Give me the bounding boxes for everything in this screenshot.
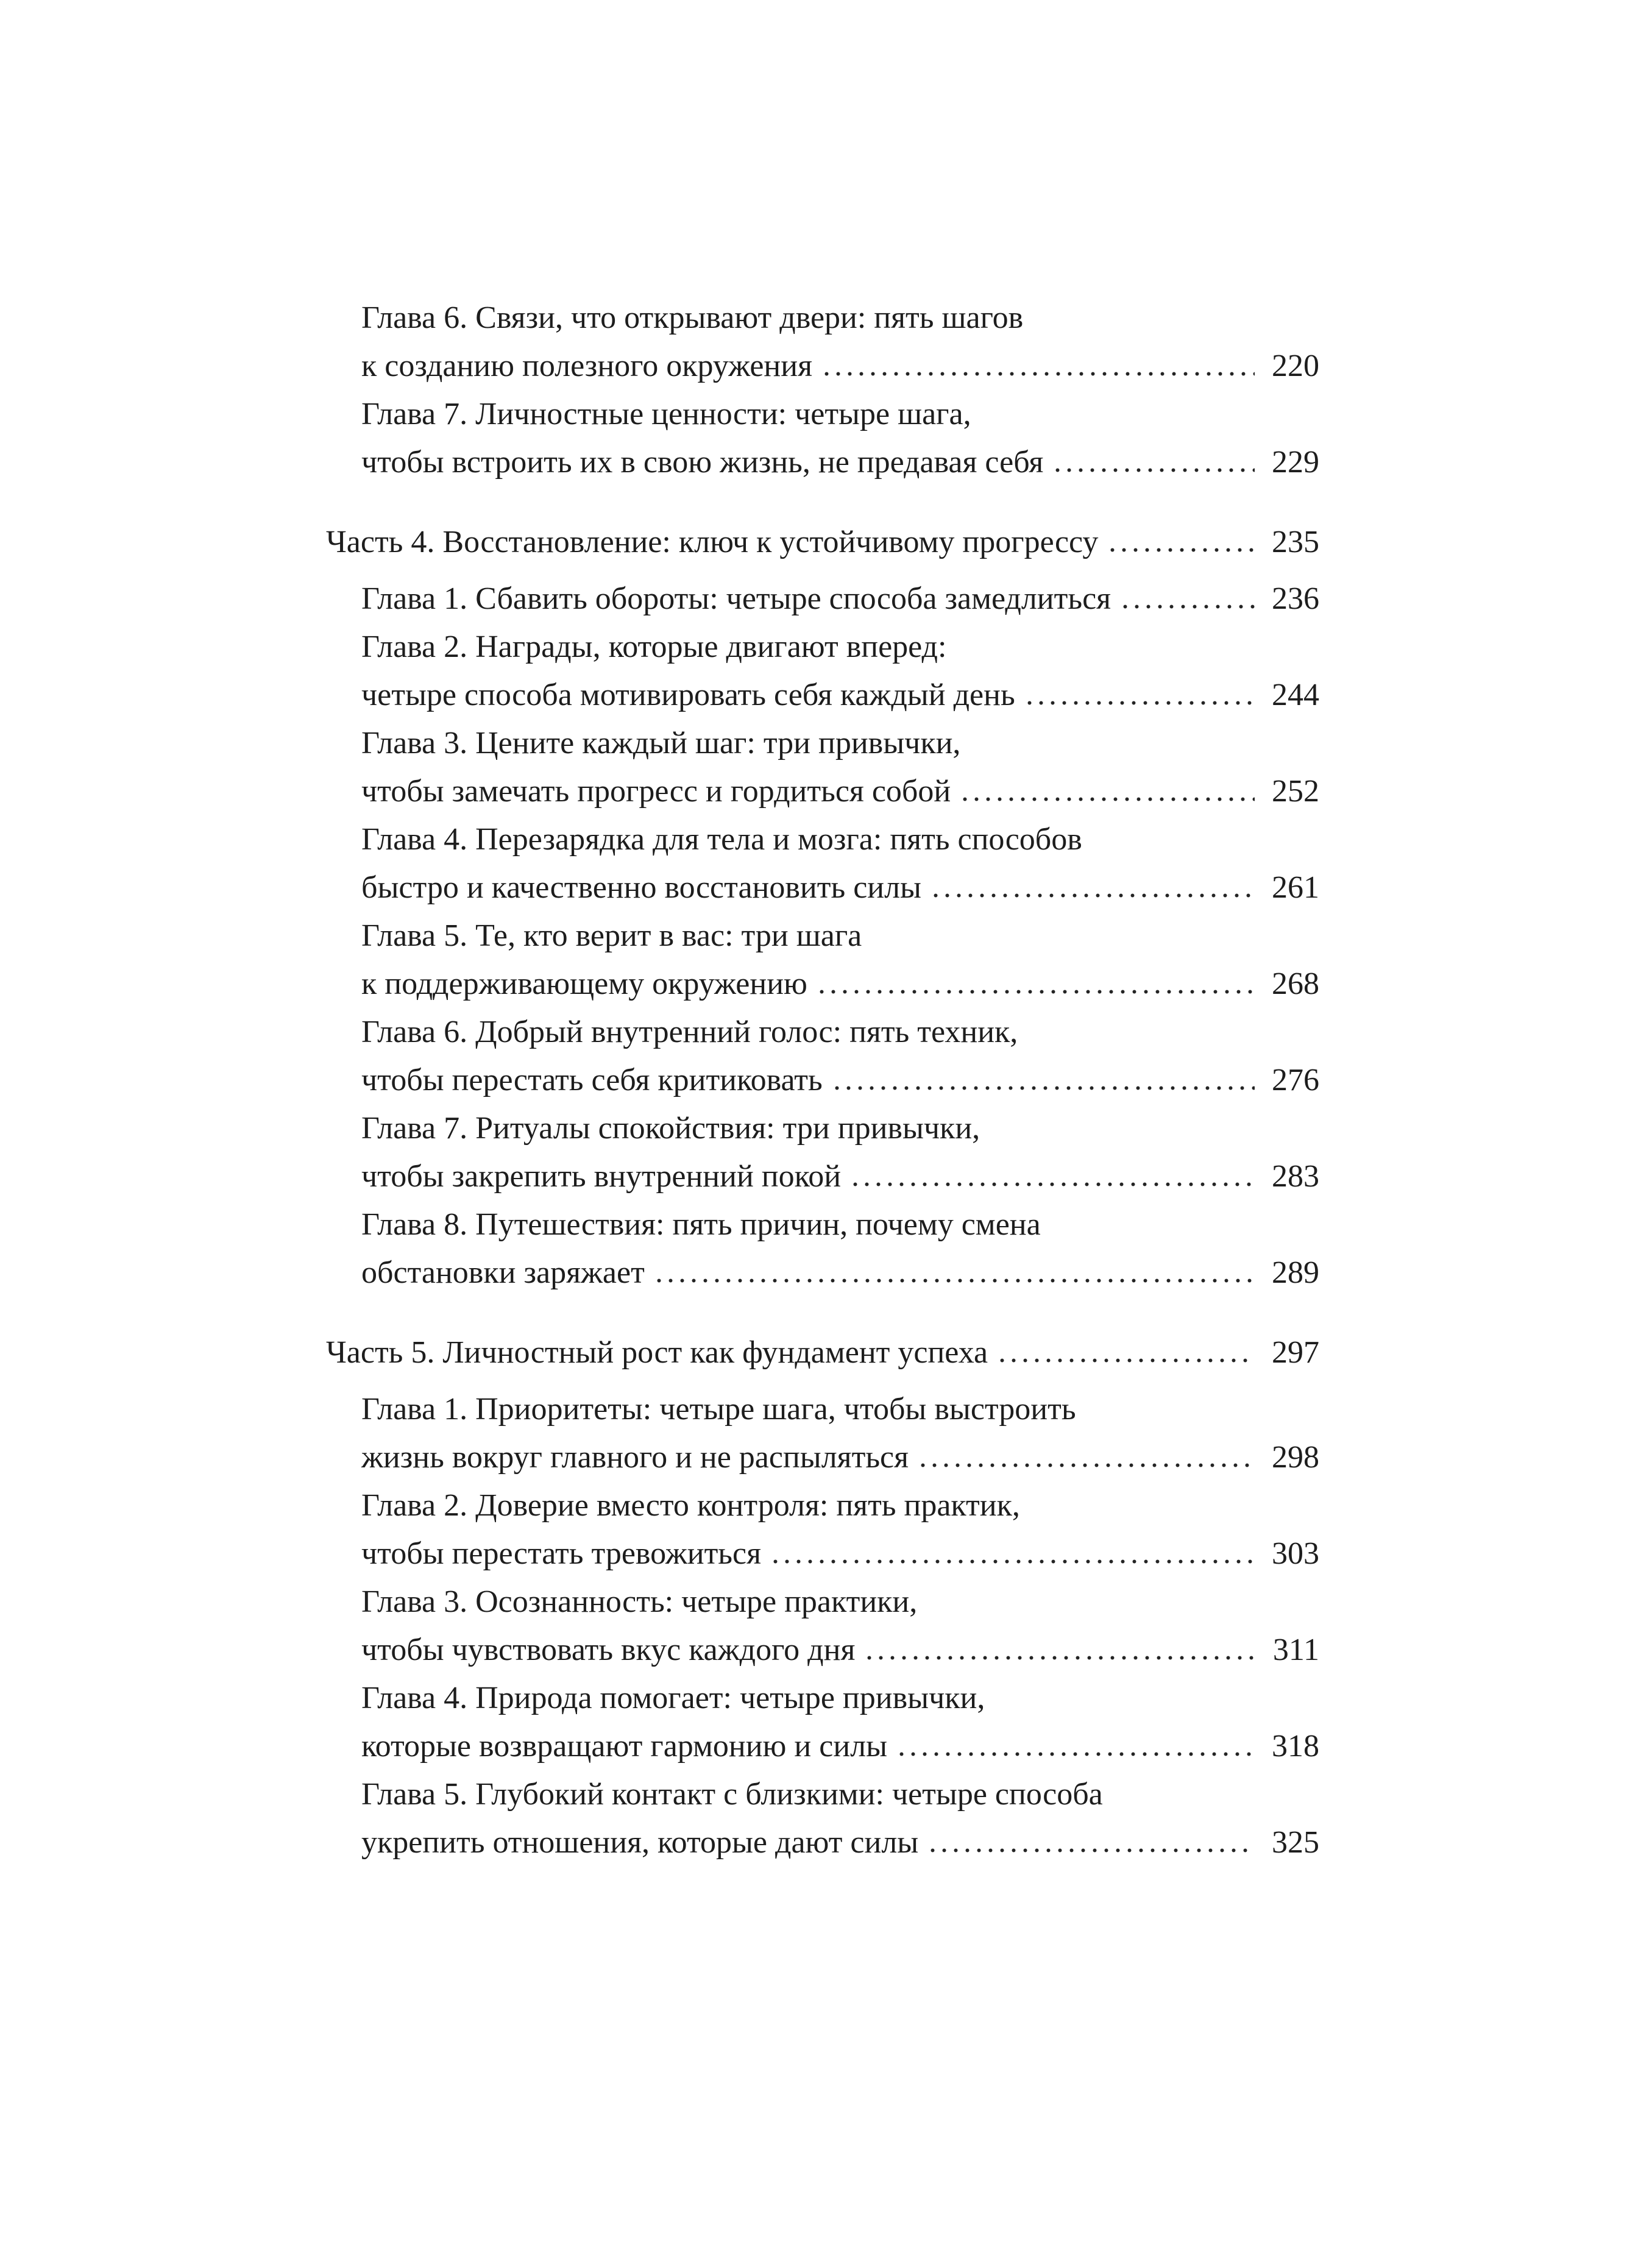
page-number: 244 bbox=[1272, 678, 1319, 712]
toc-entry-line bbox=[361, 1626, 1319, 1674]
toc-entry-text: чтобы перестать себя критиковать bbox=[361, 1063, 823, 1097]
toc-entry-line bbox=[361, 1385, 1319, 1433]
toc-entry-text: Глава 4. Перезарядка для тела и мозга: пять способов bbox=[361, 822, 1082, 857]
page-number: 252 bbox=[1272, 774, 1319, 809]
toc-entry-text: Глава 2. Награды, которые двигают вперед: bbox=[361, 629, 947, 664]
toc-entry-text: Глава 7. Ритуалы спокойствия: три привычки, bbox=[361, 1111, 980, 1146]
dot-leader bbox=[761, 1530, 1266, 1578]
toc-entry-part bbox=[326, 1328, 1319, 1377]
dot-leader bbox=[918, 1818, 1266, 1867]
toc-entry-text: укрепить отношения, которые дают силы bbox=[361, 1825, 919, 1860]
toc-entry-text: Глава 6. Добрый внутренний голос: пять техник, bbox=[361, 1015, 1018, 1049]
dot-leader bbox=[951, 767, 1266, 815]
page-number: 325 bbox=[1272, 1825, 1319, 1860]
dot-leader bbox=[807, 960, 1266, 1008]
toc-entry-text: к поддерживающему окружению bbox=[361, 966, 807, 1001]
toc-entry-part bbox=[326, 518, 1319, 566]
toc-entry-text: Глава 3. Осознанность: четыре практики, bbox=[361, 1584, 918, 1619]
toc-entry-line bbox=[326, 1328, 1319, 1377]
toc-entry-line bbox=[326, 518, 1319, 566]
dot-leader bbox=[909, 1433, 1266, 1481]
toc-entry-text: Глава 7. Личностные ценности: четыре шага, bbox=[361, 397, 971, 431]
toc-entry-line bbox=[361, 342, 1319, 390]
dot-leader bbox=[823, 1056, 1266, 1104]
dot-leader bbox=[812, 342, 1266, 390]
dot-leader bbox=[841, 1152, 1266, 1200]
toc-entry-chapter bbox=[326, 1770, 1319, 1867]
toc-entry-line bbox=[361, 815, 1319, 863]
dot-leader bbox=[1015, 671, 1266, 719]
toc-entry-text: Глава 1. Приоритеты: четыре шага, чтобы выстроить bbox=[361, 1392, 1076, 1427]
toc-entry-line bbox=[361, 767, 1319, 815]
toc-entry-text: обстановки заряжает bbox=[361, 1255, 645, 1290]
toc-entry-line bbox=[361, 1578, 1319, 1626]
toc-entry-line bbox=[361, 623, 1319, 671]
toc-entry-chapter bbox=[326, 575, 1319, 623]
page-number: 289 bbox=[1272, 1255, 1319, 1290]
page-number: 303 bbox=[1272, 1536, 1319, 1571]
toc-entry-text: которые возвращают гармонию и силы bbox=[361, 1729, 888, 1764]
toc-entry-line bbox=[361, 1481, 1319, 1530]
toc-entry-text: Глава 4. Природа помогает: четыре привычки, bbox=[361, 1681, 985, 1715]
toc-entry-text: четыре способа мотивировать себя каждый день bbox=[361, 678, 1015, 712]
toc-entry-chapter bbox=[326, 719, 1319, 815]
page-number: 298 bbox=[1272, 1440, 1319, 1475]
toc-entry-line bbox=[361, 1249, 1319, 1297]
toc-entry-chapter bbox=[326, 1008, 1319, 1104]
dot-leader bbox=[855, 1626, 1266, 1674]
toc-entry-chapter bbox=[326, 815, 1319, 912]
toc-entry-line bbox=[361, 912, 1319, 960]
dot-leader bbox=[1111, 575, 1266, 623]
toc-entry-line bbox=[361, 1818, 1319, 1867]
toc-entry-line bbox=[361, 1722, 1319, 1770]
toc-entry-text: чтобы закрепить внутренний покой bbox=[361, 1159, 842, 1194]
toc-entry-text: Глава 6. Связи, что открывают двери: пять шагов bbox=[361, 300, 1024, 335]
toc-entry-text: чтобы замечать прогресс и гордиться собой bbox=[361, 774, 951, 809]
toc-entry-chapter bbox=[326, 1674, 1319, 1770]
dot-leader bbox=[1043, 438, 1266, 486]
toc-entry-chapter bbox=[326, 1385, 1319, 1481]
toc-entry-text: Глава 3. Цените каждый шаг: три привычки, bbox=[361, 726, 961, 761]
dot-leader bbox=[645, 1249, 1266, 1297]
toc-entry-text: Глава 2. Доверие вместо контроля: пять практик, bbox=[361, 1488, 1020, 1523]
toc-entry-line bbox=[361, 575, 1319, 623]
toc-entry-text: Часть 4. Восстановление: ключ к устойчивому прогрессу bbox=[326, 525, 1099, 559]
toc-entry-line bbox=[361, 1056, 1319, 1104]
toc-entry-chapter bbox=[326, 623, 1319, 719]
toc-entry-text: к созданию полезного окружения bbox=[361, 349, 812, 383]
toc-entry-line bbox=[361, 719, 1319, 767]
toc-list bbox=[326, 294, 1319, 1867]
toc-entry-text: Глава 5. Глубокий контакт с близкими: четыре способа bbox=[361, 1777, 1103, 1812]
toc-entry-line bbox=[361, 390, 1319, 438]
toc-entry-line bbox=[361, 1152, 1319, 1200]
toc-entry-text: чтобы встроить их в свою жизнь, не предавая себя bbox=[361, 445, 1044, 480]
toc-entry-text: чтобы чувствовать вкус каждого дня bbox=[361, 1633, 856, 1667]
toc-entry-chapter bbox=[326, 1481, 1319, 1578]
toc-entry-line bbox=[361, 1674, 1319, 1722]
toc-entry-text: чтобы перестать тревожиться bbox=[361, 1536, 762, 1571]
toc-entry-text: Глава 1. Сбавить обороты: четыре способа замедлиться bbox=[361, 581, 1111, 616]
dot-leader bbox=[921, 863, 1266, 912]
toc-entry-line bbox=[361, 438, 1319, 486]
toc-entry-text: Глава 5. Те, кто верит в вас: три шага bbox=[361, 918, 862, 953]
toc-entry-text: жизнь вокруг главного и не распыляться bbox=[361, 1440, 909, 1475]
toc-entry-line bbox=[361, 294, 1319, 342]
toc-entry-chapter bbox=[326, 1578, 1319, 1674]
toc-entry-chapter bbox=[326, 912, 1319, 1008]
dot-leader bbox=[988, 1328, 1266, 1377]
toc-entry-chapter bbox=[326, 1200, 1319, 1297]
page-number: 318 bbox=[1272, 1729, 1319, 1764]
toc-entry-line bbox=[361, 1200, 1319, 1249]
page-number: 220 bbox=[1272, 349, 1319, 383]
toc-entry-line bbox=[361, 671, 1319, 719]
toc-entry-line bbox=[361, 1433, 1319, 1481]
toc-entry-line bbox=[361, 863, 1319, 912]
page-number: 276 bbox=[1272, 1063, 1319, 1097]
page-number: 236 bbox=[1272, 581, 1319, 616]
toc-entry-line bbox=[361, 1008, 1319, 1056]
toc-entry-text: Глава 8. Путешествия: пять причин, почему смена bbox=[361, 1207, 1041, 1242]
page-number: 261 bbox=[1272, 870, 1319, 905]
page-number: 229 bbox=[1272, 445, 1319, 480]
toc-entry-chapter bbox=[326, 1104, 1319, 1200]
page-number: 235 bbox=[1272, 525, 1319, 559]
page-number: 283 bbox=[1272, 1159, 1319, 1194]
page-number: 297 bbox=[1272, 1335, 1319, 1370]
dot-leader bbox=[1098, 518, 1266, 566]
page-number: 268 bbox=[1272, 966, 1319, 1001]
page-number: 311 bbox=[1272, 1633, 1319, 1667]
dot-leader bbox=[887, 1722, 1266, 1770]
toc-entry-chapter bbox=[326, 294, 1319, 390]
toc-entry-line bbox=[361, 1530, 1319, 1578]
toc-entry-text: быстро и качественно восстановить силы bbox=[361, 870, 921, 905]
toc-entry-line bbox=[361, 1104, 1319, 1152]
toc-entry-chapter bbox=[326, 390, 1319, 486]
toc-entry-line bbox=[361, 1770, 1319, 1818]
toc-entry-text: Часть 5. Личностный рост как фундамент успеха bbox=[326, 1335, 988, 1370]
toc-entry-line bbox=[361, 960, 1319, 1008]
